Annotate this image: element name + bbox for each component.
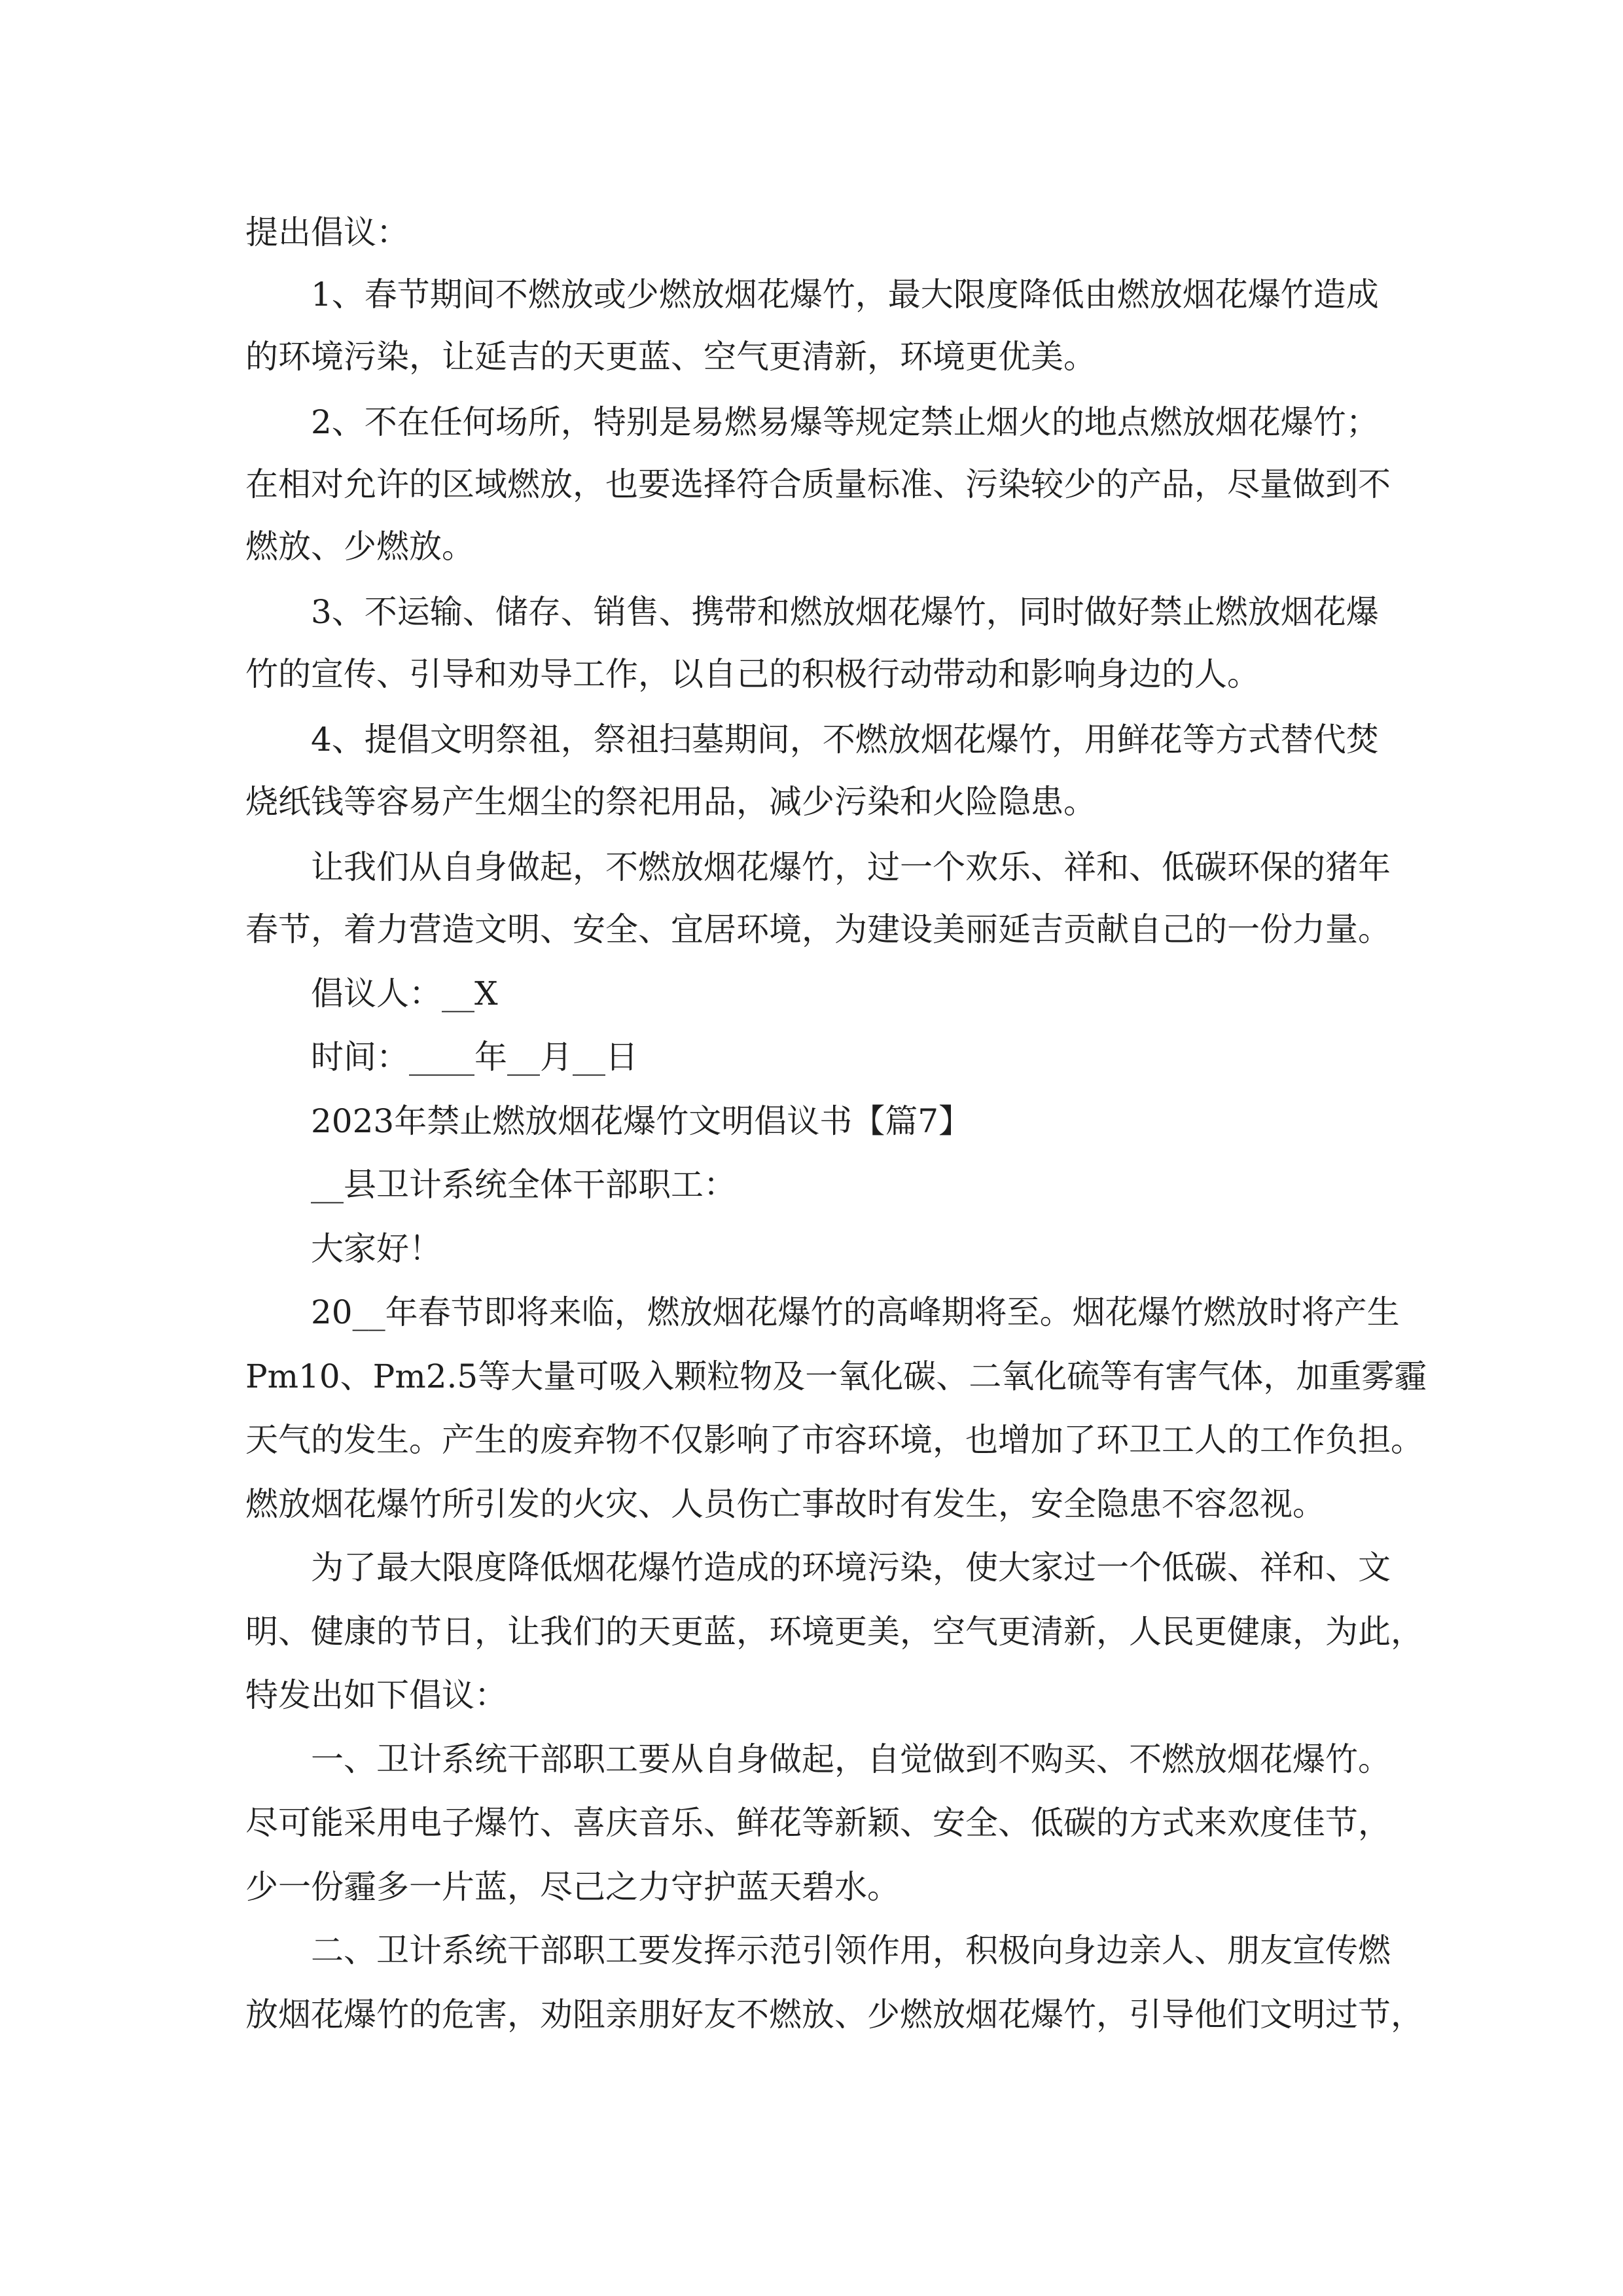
section-heading: 2023年禁止燃放烟花爆竹文明倡议书【篇7】 <box>311 1102 972 1140</box>
text-line: 提出倡议： <box>245 213 409 251</box>
text-line: 二、卫计系统干部职工要发挥示范引领作用，积极向身边亲人、朋友宣传燃 <box>311 1931 1391 1969</box>
text-line: 特发出如下倡议： <box>245 1676 507 1714</box>
text-line: 让我们从自身做起，不燃放烟花爆竹，过一个欢乐、祥和、低碳环保的猪年 <box>311 848 1391 886</box>
greeting-line: 大家好！ <box>311 1230 442 1268</box>
text-line: 燃放烟花爆竹所引发的火灾、人员伤亡事故时有发生，安全隐患不容忽视。 <box>245 1485 1325 1523</box>
text-line: Pm10、Pm2.5等大量可吸入颗粒物及一氧化碳、二氧化硫等有害气体，加重雾霾 <box>245 1357 1427 1395</box>
text-line: 4、提倡文明祭祖，祭祖扫墓期间，不燃放烟花爆竹，用鲜花等方式替代焚 <box>311 721 1379 759</box>
text-line: 在相对允许的区域燃放，也要选择符合质量标准、污染较少的产品，尽量做到不 <box>245 465 1391 503</box>
signature-line: 倡议人：__X <box>311 975 498 1013</box>
text-line: 天气的发生。产生的废弃物不仅影响了市容环境，也增加了环卫工人的工作负担。 <box>245 1421 1423 1459</box>
text-line: 放烟花爆竹的危害，劝阻亲朋好友不燃放、少燃放烟花爆竹，引导他们文明过节， <box>245 1996 1423 2034</box>
text-line: 烧纸钱等容易产生烟尘的祭祀用品，减少污染和火险隐患。 <box>245 783 1096 821</box>
text-line: 20__年春节即将来临，燃放烟花爆竹的高峰期将至。烟花爆竹燃放时将产生 <box>311 1293 1400 1331</box>
text-line: 1、春节期间不燃放或少燃放烟花爆竹，最大限度降低由燃放烟花爆竹造成 <box>311 276 1379 314</box>
text-line: 3、不运输、储存、销售、携带和燃放烟花爆竹，同时做好禁止燃放烟花爆 <box>311 593 1379 631</box>
text-line: 的环境污染，让延吉的天更蓝、空气更清新，环境更优美。 <box>245 338 1096 376</box>
text-line: 竹的宣传、引导和劝导工作，以自己的积极行动带动和影响身边的人。 <box>245 655 1260 693</box>
text-line: 明、健康的节日，让我们的天更蓝，环境更美，空气更清新，人民更健康，为此， <box>245 1613 1423 1651</box>
text-line: 春节，着力营造文明、安全、宜居环境，为建设美丽延吉贡献自己的一份力量。 <box>245 910 1391 948</box>
text-line: 燃放、少燃放。 <box>245 528 474 565</box>
date-line: 时间：____年__月__日 <box>311 1038 638 1076</box>
text-line: 少一份霾多一片蓝，尽己之力守护蓝天碧水。 <box>245 1868 900 1906</box>
text-line: 2、不在任何场所，特别是易燃易爆等规定禁止烟火的地点燃放烟花爆竹； <box>311 403 1379 441</box>
text-line: 为了最大限度降低烟花爆竹造成的环境污染，使大家过一个低碳、祥和、文 <box>311 1549 1391 1587</box>
text-line: 尽可能采用电子爆竹、喜庆音乐、鲜花等新颖、安全、低碳的方式来欢度佳节， <box>245 1804 1391 1842</box>
addressee-line: __县卫计系统全体干部职工： <box>311 1166 736 1204</box>
text-line: 一、卫计系统干部职工要从自身做起，自觉做到不购买、不燃放烟花爆竹。 <box>311 1740 1391 1778</box>
